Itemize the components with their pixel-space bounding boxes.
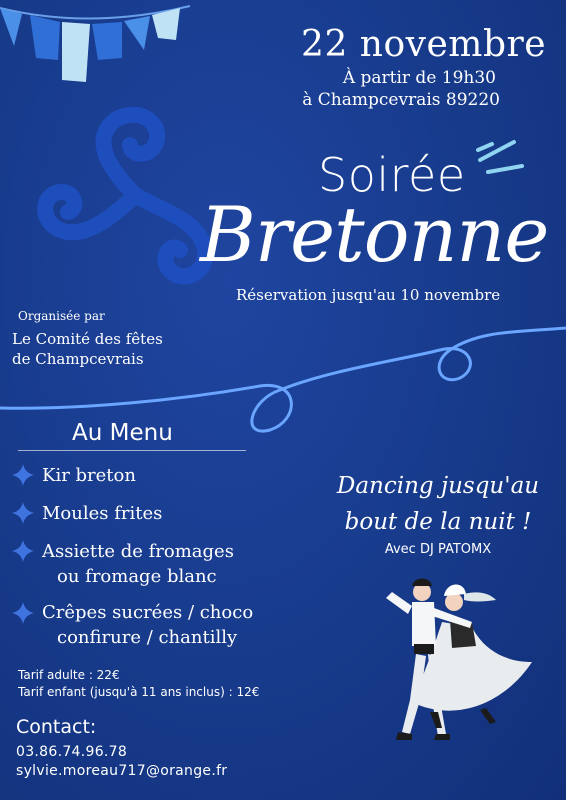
- sparkle-bullet-icon: [12, 464, 34, 486]
- organizer-label: Organisée par: [18, 309, 105, 323]
- breton-dancers-illustration: [372, 572, 538, 750]
- menu-item-line1: Kir breton: [42, 465, 136, 486]
- dj-name: Avec DJ PATOMX: [384, 542, 492, 557]
- menu-item: [42, 501, 312, 526]
- price-child: Tarif enfant (jusqu'à 11 ans inclus) : 12€: [18, 685, 260, 699]
- price-adult: Tarif adulte : 22€: [18, 668, 120, 682]
- menu-item: [42, 463, 312, 488]
- menu-item-line1: Crêpes sucrées / choco: [42, 602, 254, 623]
- organizer-name-line1: Le Comité des fêtes: [12, 330, 163, 348]
- menu-item: [42, 600, 312, 650]
- sparkle-bullet-icon: [12, 602, 34, 624]
- menu-divider: [18, 450, 246, 451]
- sparkle-decoration: [470, 138, 530, 188]
- menu-item-line2: ou fromage blanc: [57, 566, 217, 587]
- contact-email[interactable]: sylvie.moreau717@orange.fr: [16, 763, 228, 779]
- menu-item: [42, 539, 312, 589]
- dancing-line1: Dancing jusqu'au: [336, 473, 540, 499]
- event-date: 22 novembre: [301, 24, 546, 65]
- menu-item-line1: Moules frites: [42, 503, 163, 524]
- menu-item-line2: confirure / chantilly: [57, 627, 238, 648]
- organizer-name-line2: de Champcevrais: [12, 350, 144, 368]
- reservation-deadline: Réservation jusqu'au 10 novembre: [236, 286, 501, 304]
- sparkle-bullet-icon: [12, 540, 34, 562]
- contact-phone[interactable]: 03.86.74.96.78: [16, 744, 128, 760]
- organizer-name: [12, 329, 212, 369]
- event-time: À partir de 19h30: [342, 68, 496, 88]
- dancing-line2: bout de la nuit !: [344, 509, 532, 535]
- sparkle-bullet-icon: [12, 502, 34, 524]
- title-bretonne: Bretonne: [200, 190, 549, 279]
- dancing-tagline: [320, 468, 556, 540]
- contact-label: Contact:: [16, 716, 97, 738]
- menu-item-line1: Assiette de fromages: [42, 541, 234, 562]
- menu-title: Au Menu: [72, 420, 173, 446]
- event-location: à Champcevrais 89220: [302, 90, 500, 110]
- title-soiree: Soirée: [318, 148, 466, 202]
